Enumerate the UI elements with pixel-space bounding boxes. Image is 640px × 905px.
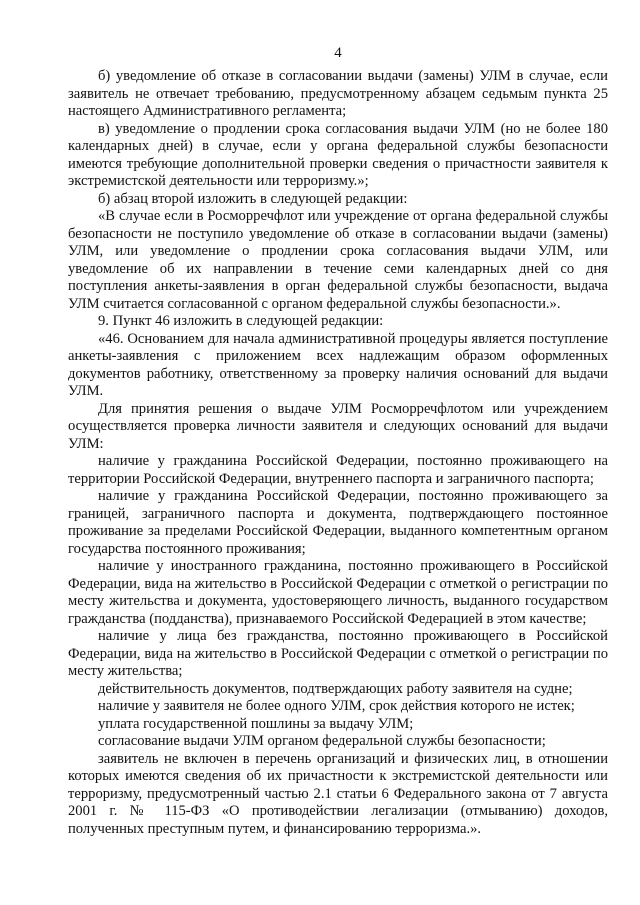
paragraph-point-46: «46. Основанием для начала административной процедуры является поступление анкеты-заявления с приложением всех надлежащим образом оформленных документов работнику, ответственному за проверку наличия оснований для выдачи УЛМ. [68,330,608,399]
paragraph-new-abzac-text: «В случае если в Росморречфлот или учреждение от органа федеральной службы безопасности не поступило уведомление об отказе в согласовании выдачи (замены) УЛМ, или уведомление о продлении срока согласования выдачи УЛМ, или уведомление об их направлении в течение семи календарных дней со дня поступления анкеты-заявления в орган федеральной службы безопасности, выдача УЛМ считается согласованной с органом федеральной службы безопасности.». [68,208,608,312]
paragraph-condition-1: наличие у гражданина Российской Федерации, постоянно проживающего на территории Российской Федерации, внутреннего паспорта и заграничного паспорта; [68,453,608,487]
paragraph-condition-8: согласование выдачи УЛМ органом федеральной службы безопасности; [98,733,546,749]
paragraph-amend-abzac: б) абзац второй изложить в следующей редакции: [98,190,408,207]
paragraph-point-9: 9. Пункт 46 изложить в следующей редакции: [98,313,384,329]
paragraph-decision-check: Для принятия решения о выдаче УЛМ Росморречфлотом или учреждением осуществляется проверка личности заявителя и следующих оснований для выдачи УЛМ: [68,400,608,452]
paragraph-condition-4: наличие у лица без гражданства, постоянно проживающего в Российской Федерации, вида на жительство в Российской Федерации с отметкой о регистрации по месту жительства; [68,628,608,679]
paragraph-notice-extension: в) уведомление о продлении срока согласования выдачи УЛМ (но не более 180 календарных дней) в случае, если у органа федеральной службы безопасности имеются требующие дополнительной проверки сведения о причастности заявителя к экстремистской деятельности или терроризму.»; [68,120,608,189]
document-body [68,68,608,838]
paragraph-condition-6: наличие у заявителя не более одного УЛМ, срок действия которого не истек; [98,698,575,714]
paragraph-condition-9: заявитель не включен в перечень организаций и физических лиц, в отношении которых имеются сведения об их причастности к экстремистской деятельности или терроризму, предусмотренный частью 2.1 статьи 6 Федерального закона от 7 августа 2001 г. № 115-ФЗ «О противодействии легализации (отмыванию) доходов, полученных преступным путем, и финансированию терроризма.». [68,750,608,837]
page-number: 4 [334,45,342,61]
paragraph-condition-2: наличие у гражданина Российской Федерации, постоянно проживающего за границей, заграничного паспорта и документа, подтверждающего постоянное проживание за пределами Российской Федерации, выданного компетентным органом государства постоянного проживания; [68,488,608,557]
paragraph-condition-7: уплата государственной пошлины за выдачу УЛМ; [98,715,414,732]
paragraph-condition-5: действительность документов, подтверждающих работу заявителя на судне; [98,680,573,697]
paragraph-condition-3: наличие у иностранного гражданина, постоянно проживающего в Российской Федерации, вида на жительство в Российской Федерации с отметкой о регистрации по месту жительства и документа, удостоверяющего личность, выданного государством гражданства (подданства), признаваемого Российской Федерацией в этом качестве; [68,558,608,627]
paragraph-notice-refusal: б) уведомление об отказе в согласовании выдачи (замены) УЛМ в случае, если заявитель не отвечает требованию, предусмотренному абзацем седьмым пункта 25 настоящего Административного регламента; [68,68,608,119]
